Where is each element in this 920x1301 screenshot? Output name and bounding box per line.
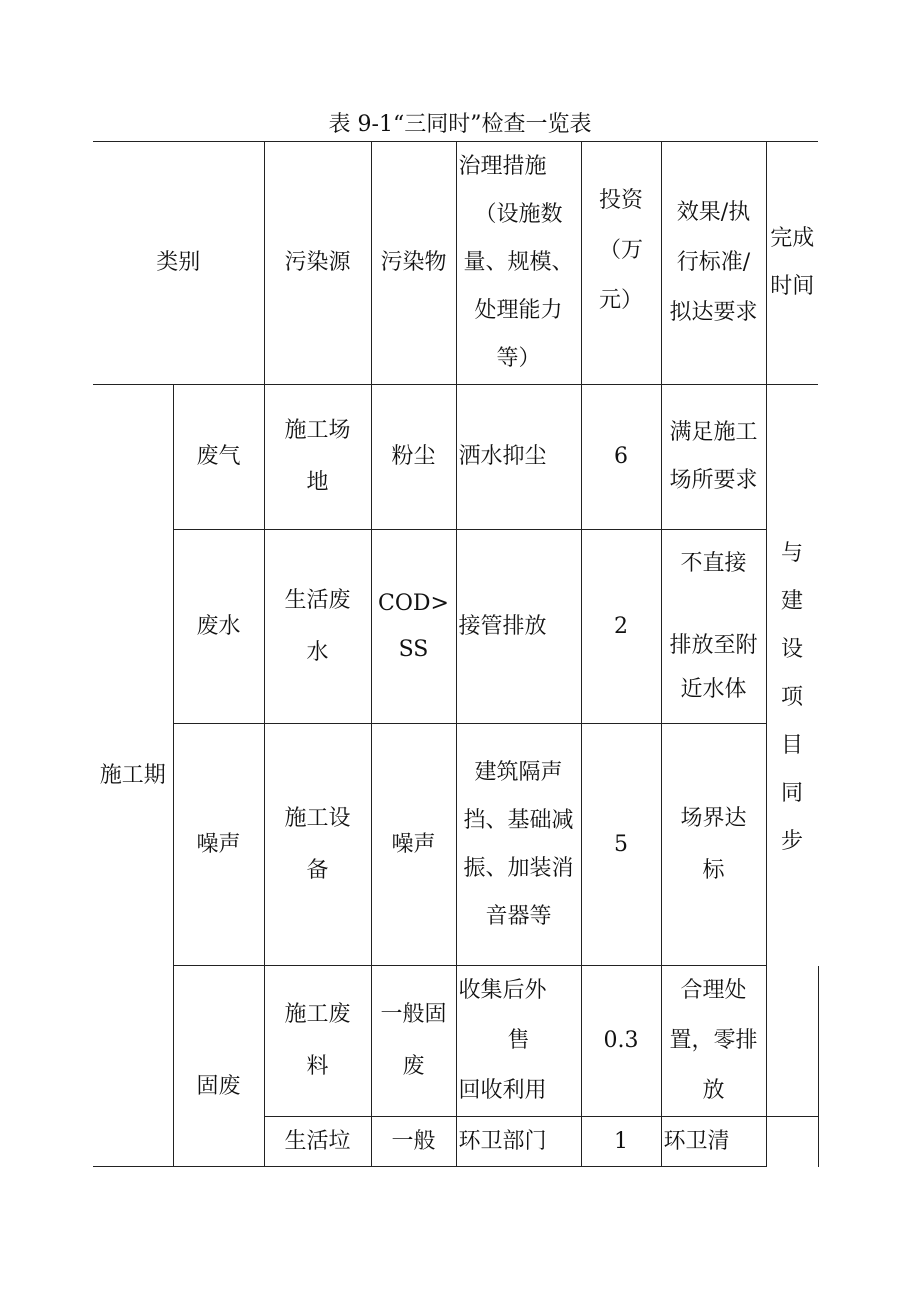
header-investment-line: 投资 — [599, 188, 644, 213]
completion-char: 同 — [781, 780, 804, 806]
header-effect-line: 行标准/ — [676, 250, 751, 275]
header-measure-line: 等） — [496, 346, 541, 371]
row-source-line: 生活废 — [284, 587, 351, 613]
row-effect-line: 近水体 — [680, 676, 747, 702]
header-investment — [581, 142, 661, 385]
row-measure-line: 回收利用 — [458, 1078, 547, 1103]
completion-cell — [766, 530, 818, 1117]
row-pollutant-line: SS — [398, 636, 429, 662]
three-simultaneous-table — [93, 141, 818, 1167]
row-pollutant: 噪声 — [371, 724, 456, 966]
header-time-line: 时间 — [770, 274, 815, 299]
row-effect-line: 排放至附 — [669, 632, 758, 658]
period-cell: 施工期 — [93, 385, 173, 1167]
row-effect — [661, 966, 766, 1117]
row-effect-line: 放 — [702, 1078, 725, 1103]
row-investment: 0.3 — [581, 966, 661, 1117]
header-measure-line: 量、规模、 — [463, 250, 574, 275]
row-measure — [456, 966, 581, 1117]
row-type: 噪声 — [173, 724, 264, 966]
row-effect-line: 场所要求 — [669, 468, 758, 493]
row-pollutant-line: 一般固 — [380, 1002, 447, 1027]
row-measure — [456, 724, 581, 966]
row-measure-line: 售 — [507, 1028, 530, 1053]
row-effect-line: 置，零排 — [669, 1028, 758, 1053]
header-pollutant: 污染物 — [371, 142, 456, 385]
row-pollutant-line: COD> — [378, 590, 449, 616]
header-category: 类别 — [93, 142, 264, 385]
row-source — [264, 385, 371, 530]
row-measure-line: 振、加装消 — [463, 855, 574, 881]
row-source-line: 料 — [306, 1054, 329, 1079]
row-effect-line: 不直接 — [680, 550, 747, 576]
row-source — [264, 724, 371, 966]
header-source: 污染源 — [264, 142, 371, 385]
row-effect — [661, 385, 766, 530]
header-measure — [456, 142, 581, 385]
table-row — [93, 530, 818, 724]
row-measure: 洒水抑尘 — [456, 385, 581, 530]
row-type: 废水 — [173, 530, 264, 724]
row-investment: 1 — [581, 1117, 661, 1167]
completion-char: 步 — [781, 828, 804, 854]
header-measure-line: （设施数 — [474, 202, 563, 227]
row-effect-line: 场界达 — [680, 805, 747, 831]
row-source — [264, 530, 371, 724]
row-type: 固废 — [173, 966, 264, 1167]
header-row — [93, 142, 818, 385]
row-measure-line: 挡、基础减 — [463, 807, 574, 833]
header-measure-line: 治理措施 — [458, 154, 547, 179]
table-row — [93, 724, 818, 966]
row-pollutant: 粉尘 — [371, 385, 456, 530]
row-effect — [661, 530, 766, 724]
header-measure-line: 处理能力 — [474, 298, 563, 323]
header-effect — [661, 142, 766, 385]
table-row — [93, 966, 818, 1117]
row-pollutant — [371, 530, 456, 724]
completion-char: 设 — [781, 636, 804, 662]
row-source-line: 施工场 — [284, 418, 351, 443]
completion-char: 建 — [781, 588, 804, 614]
completion-top-blank — [766, 385, 818, 530]
header-investment-line: （万 — [599, 238, 644, 263]
row-source-line: 地 — [306, 470, 329, 495]
row-source-line: 水 — [306, 639, 329, 665]
row-source-line: 施工设 — [284, 805, 351, 831]
row-measure-line: 音器等 — [485, 903, 552, 929]
table-caption: 表 9-1“三同时”检查一览表 — [328, 112, 592, 137]
row-measure: 接管排放 — [456, 530, 581, 724]
row-effect-line: 合理处 — [680, 978, 747, 1003]
header-effect-line: 拟达要求 — [669, 300, 758, 325]
header-time-line: 完成 — [770, 226, 815, 251]
row-source — [264, 966, 371, 1117]
completion-char: 项 — [781, 684, 804, 710]
row-effect-line: 满足施工 — [669, 420, 758, 445]
header-investment-line: 元） — [599, 288, 644, 313]
row-measure-line: 收集后外 — [458, 978, 547, 1003]
row-source: 生活垃 — [264, 1117, 371, 1167]
row-source-line: 施工废 — [284, 1002, 351, 1027]
header-time — [766, 142, 818, 385]
completion-char: 目 — [781, 732, 804, 758]
row-effect-line: 标 — [702, 857, 725, 883]
row-effect — [661, 724, 766, 966]
table-row — [93, 385, 818, 530]
row-type: 废气 — [173, 385, 264, 530]
row-pollutant-line: 废 — [402, 1054, 425, 1079]
row-source-line: 备 — [306, 857, 329, 883]
row-investment: 2 — [581, 530, 661, 724]
row-measure: 环卫部门 — [456, 1117, 581, 1167]
header-effect-line: 效果/执 — [676, 200, 751, 225]
row-investment: 5 — [581, 724, 661, 966]
row-investment: 6 — [581, 385, 661, 530]
row-pollutant: 一般 — [371, 1117, 456, 1167]
row-effect: 环卫清 — [661, 1117, 766, 1167]
row-measure-line: 建筑隔声 — [474, 759, 563, 785]
row-pollutant — [371, 966, 456, 1117]
completion-char: 与 — [781, 540, 804, 566]
